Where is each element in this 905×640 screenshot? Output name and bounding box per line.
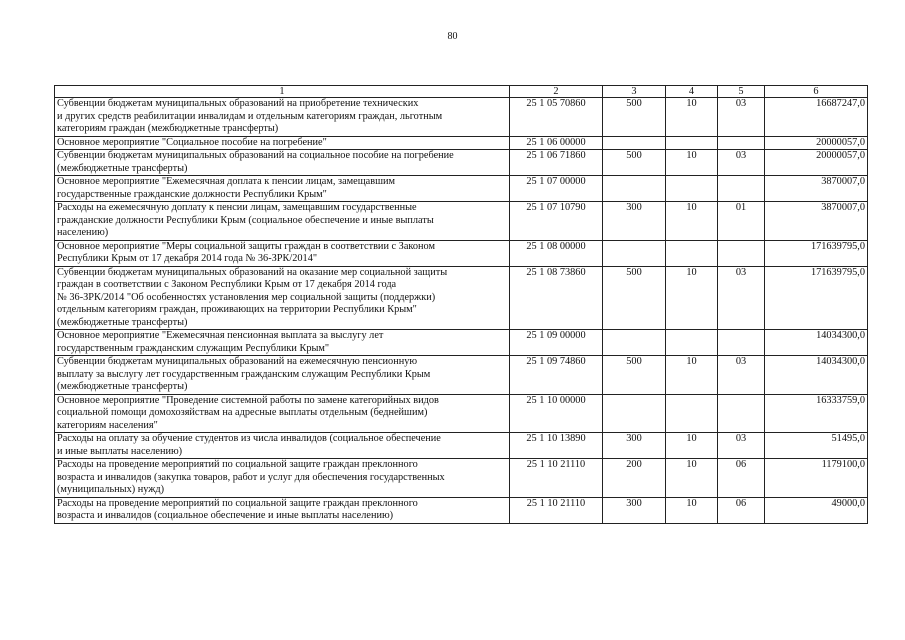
- row-amount: 14034300,0: [765, 330, 868, 356]
- description-line: Основное мероприятие "Ежемесячная пенсионная выплата за выслугу лет: [57, 330, 384, 341]
- row-amount: 3870007,0: [765, 176, 868, 202]
- description-line: (межбюджетные трансферты): [57, 381, 188, 392]
- row-code: 25 1 10 00000: [510, 394, 603, 433]
- row-col-5: 06: [718, 497, 765, 523]
- row-code: 25 1 09 00000: [510, 330, 603, 356]
- description-line: Расходы на проведение мероприятий по социальной защите граждан преклонного: [57, 497, 418, 509]
- description-line: (межбюджетные трансферты): [57, 162, 188, 174]
- table-row: [55, 266, 868, 330]
- row-col-3: 500: [603, 266, 666, 330]
- row-col-5: [718, 240, 765, 266]
- row-code: 25 1 10 21110: [510, 497, 603, 523]
- header-col-6: 6: [765, 86, 868, 98]
- row-description: [55, 98, 510, 137]
- row-amount: 16687247,0: [765, 98, 868, 137]
- table-row: [55, 240, 868, 266]
- row-col-4: 10: [666, 98, 718, 137]
- row-col-4: [666, 176, 718, 202]
- row-col-5: 03: [718, 98, 765, 137]
- row-description: [55, 330, 510, 356]
- header-col-2: 2: [510, 86, 603, 98]
- row-code: 25 1 09 74860: [510, 356, 603, 395]
- row-description: [55, 497, 510, 523]
- row-description: [55, 150, 510, 176]
- row-description: [55, 176, 510, 202]
- row-code: 25 1 07 00000: [510, 176, 603, 202]
- description-line: Субвенции бюджетам муниципальных образований на ежемесячную пенсионную: [57, 356, 418, 367]
- row-col-4: 10: [666, 433, 718, 459]
- row-col-4: 10: [666, 202, 718, 241]
- row-col-3: 200: [603, 459, 666, 498]
- row-col-5: [718, 394, 765, 433]
- table-row: [55, 330, 868, 356]
- row-code: 25 1 08 73860: [510, 266, 603, 330]
- row-amount: 14034300,0: [765, 356, 868, 395]
- description-line: Основное мероприятие "Социальное пособие на погребение": [57, 136, 327, 148]
- description-line: возраста и инвалидов (закупка товаров, работ и услуг для обеспечения государственных: [57, 471, 445, 483]
- row-code: 25 1 06 00000: [510, 136, 603, 150]
- row-code: 25 1 06 71860: [510, 150, 603, 176]
- row-code: 25 1 10 21110: [510, 459, 603, 498]
- row-col-4: 10: [666, 356, 718, 395]
- description-line: отдельным категориям граждан, проживающих на территории Республики Крым": [57, 304, 417, 315]
- row-col-4: [666, 240, 718, 266]
- description-line: Основное мероприятие "Проведение системной работы по замене категорийных видов: [57, 394, 439, 406]
- header-col-3: 3: [603, 86, 666, 98]
- description-line: № 36-ЗРК/2014 "Об особенностях установления мер социальной защиты (поддержки): [57, 291, 436, 303]
- row-amount: 171639795,0: [765, 240, 868, 266]
- table-row: [55, 202, 868, 241]
- row-amount: 20000057,0: [765, 150, 868, 176]
- description-line: и других средств реабилитации инвалидам и отдельным категориям граждан, льготным: [57, 110, 443, 122]
- row-code: 25 1 08 00000: [510, 240, 603, 266]
- table-row: [55, 356, 868, 395]
- header-col-4: 4: [666, 86, 718, 98]
- table-row: [55, 98, 868, 137]
- row-amount: 20000057,0: [765, 136, 868, 150]
- description-line: социальной помощи домохозяйствам на адресные выплаты отдельным (беднейшим): [57, 407, 428, 418]
- description-line: категориям граждан (межбюджетные трансферты): [57, 123, 279, 134]
- table-row: [55, 394, 868, 433]
- row-amount: 16333759,0: [765, 394, 868, 433]
- row-amount: 171639795,0: [765, 266, 868, 330]
- row-col-4: 10: [666, 150, 718, 176]
- description-line: граждан в соответствии с Законом Республики Крым от 17 декабря 2014 года: [57, 279, 397, 290]
- budget-table: [54, 85, 868, 524]
- description-line: Республики Крым от 17 декабря 2014 года № 36-ЗРК/2014": [57, 253, 318, 264]
- page-number: 80: [447, 31, 458, 42]
- table-header-row: [55, 86, 868, 98]
- row-col-3: 500: [603, 150, 666, 176]
- row-amount: 49000,0: [765, 497, 868, 523]
- row-description: [55, 266, 510, 330]
- row-col-5: 03: [718, 433, 765, 459]
- description-line: государственные гражданские должности Республики Крым": [57, 188, 327, 200]
- row-col-4: 10: [666, 459, 718, 498]
- table-row: [55, 136, 868, 150]
- row-description: [55, 394, 510, 433]
- row-col-5: 01: [718, 202, 765, 241]
- row-code: 25 1 05 70860: [510, 98, 603, 137]
- description-line: выплату за выслугу лет государственным гражданским служащим Республики Крым: [57, 368, 431, 380]
- header-col-1: 1: [55, 86, 510, 98]
- row-col-4: [666, 330, 718, 356]
- row-col-3: [603, 394, 666, 433]
- row-col-5: [718, 330, 765, 356]
- row-col-5: [718, 136, 765, 150]
- row-code: 25 1 07 10790: [510, 202, 603, 241]
- row-col-4: 10: [666, 266, 718, 330]
- table-row: [55, 497, 868, 523]
- row-description: [55, 356, 510, 395]
- row-description: [55, 136, 510, 150]
- row-col-3: [603, 176, 666, 202]
- row-col-4: 10: [666, 497, 718, 523]
- row-col-5: [718, 176, 765, 202]
- description-line: населению): [57, 227, 109, 238]
- row-description: [55, 240, 510, 266]
- table-row: [55, 176, 868, 202]
- description-line: Субвенции бюджетам муниципальных образований на оказание мер социальной защиты: [57, 266, 448, 278]
- row-col-5: 03: [718, 266, 765, 330]
- row-col-5: 06: [718, 459, 765, 498]
- description-line: категориям населения": [57, 419, 158, 431]
- row-col-5: 03: [718, 150, 765, 176]
- row-col-3: 300: [603, 497, 666, 523]
- description-line: Субвенции бюджетам муниципальных образований на социальное пособие на погребение: [57, 150, 454, 161]
- header-col-5: 5: [718, 86, 765, 98]
- row-amount: 3870007,0: [765, 202, 868, 241]
- description-line: Расходы на ежемесячную доплату к пенсии лицам, замещавшим государственные: [57, 202, 417, 213]
- description-line: (межбюджетные трансферты): [57, 316, 188, 328]
- row-description: [55, 459, 510, 498]
- description-line: и иные выплаты населению): [57, 445, 183, 457]
- description-line: (муниципальных) нужд): [57, 484, 165, 495]
- description-line: Расходы на проведение мероприятий по социальной защите граждан преклонного: [57, 459, 418, 470]
- row-col-3: 500: [603, 356, 666, 395]
- table-body: [55, 98, 868, 524]
- row-col-5: 03: [718, 356, 765, 395]
- row-col-4: [666, 136, 718, 150]
- description-line: Расходы на оплату за обучение студентов из числа инвалидов (социальное обеспечение: [57, 433, 441, 444]
- description-line: Субвенции бюджетам муниципальных образований на приобретение технических: [57, 98, 419, 109]
- description-line: Основное мероприятие "Ежемесячная доплата к пенсии лицам, замещавшим: [57, 176, 396, 187]
- row-col-3: [603, 240, 666, 266]
- row-col-4: [666, 394, 718, 433]
- row-code: 25 1 10 13890: [510, 433, 603, 459]
- description-line: государственным гражданским служащим Республики Крым": [57, 342, 330, 354]
- description-line: гражданские должности Республики Крым (социальное обеспечение и иные выплаты: [57, 214, 434, 226]
- description-line: возраста и инвалидов (социальное обеспечение и иные выплаты населению): [57, 510, 394, 521]
- description-line: Основное мероприятие "Меры социальной защиты граждан в соответствии с Законом: [57, 240, 436, 252]
- row-col-3: 500: [603, 98, 666, 137]
- row-description: [55, 433, 510, 459]
- row-amount: 1179100,0: [765, 459, 868, 498]
- row-col-3: [603, 136, 666, 150]
- row-col-3: 300: [603, 433, 666, 459]
- row-description: [55, 202, 510, 241]
- row-col-3: 300: [603, 202, 666, 241]
- table-row: [55, 459, 868, 498]
- row-col-3: [603, 330, 666, 356]
- table-row: [55, 150, 868, 176]
- row-amount: 51495,0: [765, 433, 868, 459]
- table-row: [55, 433, 868, 459]
